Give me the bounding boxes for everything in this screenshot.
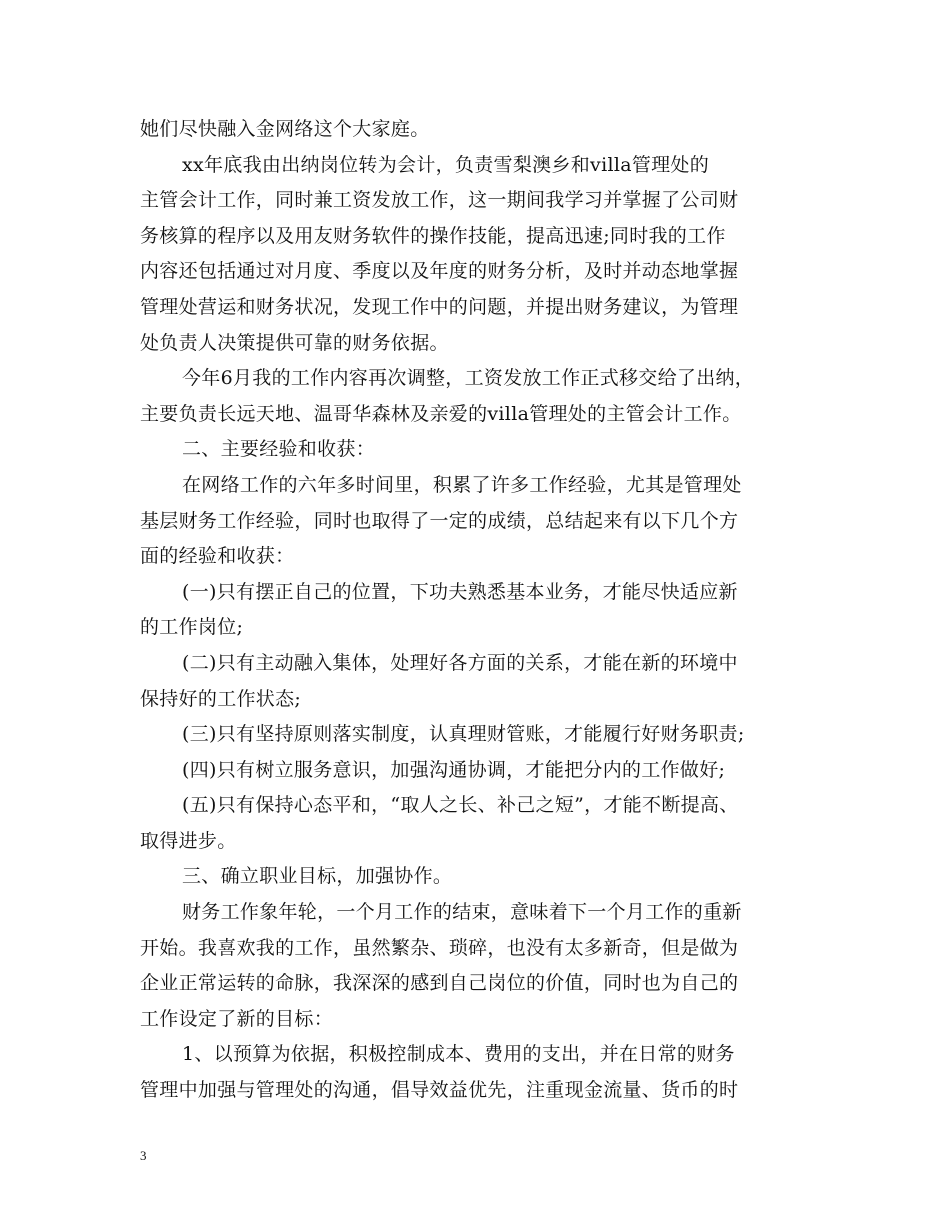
- text-line: 内容还包括通过对月度、季度以及年度的财务分析，及时并动态地掌握: [140, 260, 739, 283]
- text-line: 的工作岗位;: [140, 616, 244, 639]
- text-line: 工作设定了新的目标：: [140, 1007, 334, 1030]
- text-line: 财务工作象年轮，一个月工作的结束，意味着下一个月工作的重新: [182, 901, 742, 924]
- text-line: (五)只有保持心态平和，“取人之长、补己之短”，才能不断提高、: [182, 794, 739, 817]
- text-line: (四)只有树立服务意识，加强沟通协调，才能把分内的工作做好;: [182, 758, 726, 781]
- text-line: 取得进步。: [140, 829, 237, 852]
- text-line: 主要负责长远天地、温哥华森林及亲爱的villa管理处的主管会计工作。: [140, 402, 742, 425]
- document-body: [140, 112, 830, 1109]
- text-line: 务核算的程序以及用友财务软件的操作技能，提高迅速;同时我的工作: [140, 224, 726, 247]
- text-line: 基层财务工作经验，同时也取得了一定的成绩，总结起来有以下几个方: [140, 509, 739, 532]
- text-line: 二、主要经验和收获：: [182, 438, 376, 461]
- text-line: 管理中加强与管理处的沟通，倡导效益优先，注重现金流量、货币的时: [140, 1079, 739, 1102]
- text-line: (二)只有主动融入集体，处理好各方面的关系，才能在新的环境中: [182, 651, 738, 674]
- text-line: 三、确立职业目标，加强协作。: [182, 865, 453, 888]
- text-line: 主管会计工作，同时兼工资发放工作，这一期间我学习并掌握了公司财: [140, 189, 739, 212]
- text-line: 今年6月我的工作内容再次调整，工资发放工作正式移交给了出纳，: [182, 367, 755, 390]
- text-line: (一)只有摆正自己的位置，下功夫熟悉基本业务，才能尽快适应新: [182, 580, 738, 603]
- text-line: 面的经验和收获：: [140, 545, 295, 568]
- text-line: 开始。我喜欢我的工作，虽然繁杂、琐碎，也没有太多新奇，但是做为: [140, 936, 739, 959]
- text-line: 管理处营运和财务状况，发现工作中的问题，并提出财务建议，为管理: [140, 295, 739, 318]
- text-line: (三)只有坚持原则落实制度，认真理财管账，才能履行好财务职责;: [182, 723, 745, 746]
- text-line: 企业正常运转的命脉，我深深的感到自己岗位的价值，同时也为自己的: [140, 972, 739, 995]
- text-line: xx年底我由出纳岗位转为会计，负责雪梨澳乡和villa管理处的: [182, 153, 710, 176]
- text-line: 处负责人决策提供可靠的财务依据。: [140, 331, 449, 354]
- text-line: 在网络工作的六年多时间里，积累了许多工作经验，尤其是管理处: [182, 473, 742, 496]
- text-line: 保持好的工作状态;: [140, 687, 302, 710]
- text-line: 她们尽快融入金网络这个大家庭。: [140, 118, 430, 140]
- text-line: 1、以预算为依据，积极控制成本、费用的支出，并在日常的财务: [182, 1043, 735, 1066]
- page-number: 3: [140, 1148, 147, 1163]
